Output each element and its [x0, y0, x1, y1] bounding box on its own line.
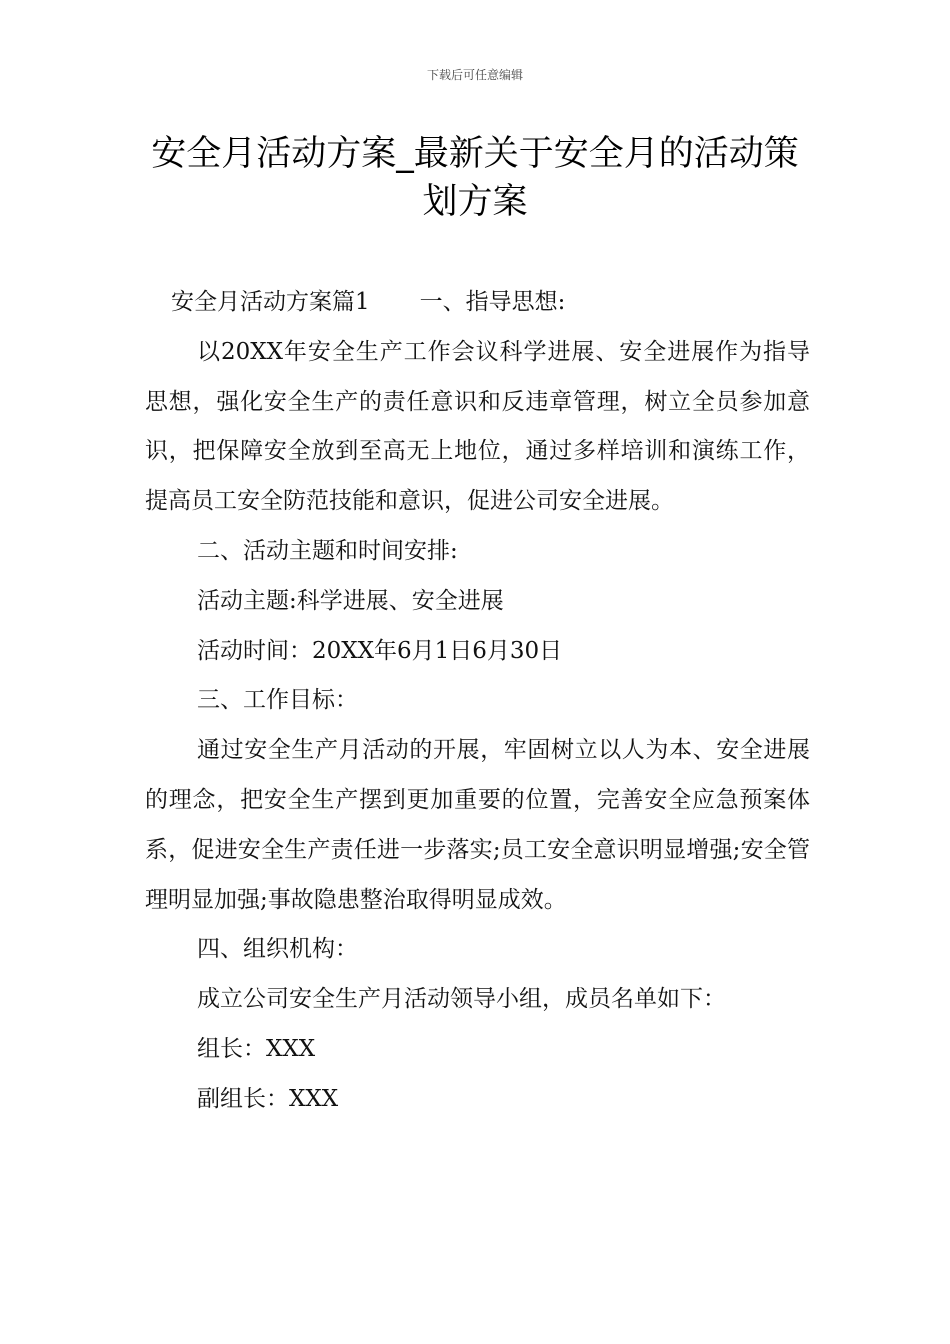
section-heading-3: 三、工作目标：	[197, 687, 358, 714]
team-leader: 组长：XXX	[197, 1035, 316, 1062]
activity-theme: 活动主题:科学进展、安全进展	[197, 587, 504, 614]
paragraph-work-goals: 通过安全生产月活动的开展，牢固树立以人为本、安全进展的理念，把安全生产摆到更加重要的位置，完善安全应急预案体系，促进安全生产责任进一步落实;员工安全意识明显增强;安全管理明显加强;事故隐患整治取得明显成效。	[145, 737, 810, 913]
document-title: 安全月活动方案_最新关于安全月的活动策划方案	[151, 134, 799, 222]
header-note: 下载后可任意编辑	[426, 68, 523, 82]
paragraph-guiding-thought: 以20XX年安全生产工作会议科学进展、安全进展作为指导思想，强化安全生产的责任意识和反违章管理，树立全员参加意识，把保障安全放到至高无上地位，通过多样培训和演练工作，提高员工安全防范技能和意识，促进公司安全进展。	[145, 338, 810, 515]
document-body	[145, 278, 810, 1125]
section-heading-4: 四、组织机构：	[197, 936, 358, 963]
section-heading-2: 二、活动主题和时间安排:	[197, 537, 458, 564]
first-line	[145, 278, 810, 328]
article-label: 安全月活动方案篇1	[171, 289, 370, 315]
activity-time: 活动时间：20XX年6月1日6月30日	[197, 637, 563, 664]
deputy-team-leader: 副组长：XXX	[197, 1085, 339, 1112]
section-heading-1: 一、指导思想:	[419, 289, 566, 315]
paragraph-organization: 成立公司安全生产月活动领导小组，成员名单如下：	[197, 986, 726, 1013]
